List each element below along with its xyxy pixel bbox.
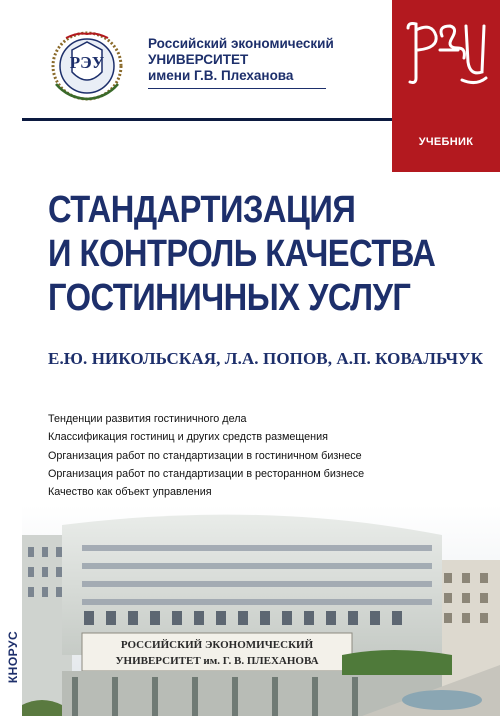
topic-item: Классификация гостиниц и других средств размещения: [48, 431, 329, 444]
publisher-name: КНОРУС: [6, 630, 20, 684]
university-line-1: Российский экономический: [148, 36, 334, 51]
textbook-badge: УЧЕБНИК: [418, 136, 474, 148]
reu-monogram-icon: [402, 18, 490, 88]
building-sign-line-2: УНИВЕРСИТЕТ им. Г. В. ПЛЕХАНОВА: [115, 655, 319, 667]
title-line-3: ГОСТИНИЧНЫХ УСЛУГ: [48, 277, 411, 319]
topic-item: Организация работ по стандартизации в гостиничном бизнесе: [48, 449, 362, 462]
topic-item: Качество как объект управления: [48, 486, 212, 499]
svg-text:РЭУ: РЭУ: [69, 53, 105, 72]
topic-item: Тенденции развития гостиничного дела: [48, 413, 247, 425]
university-emblem-icon: [48, 28, 126, 102]
university-name: [148, 36, 334, 84]
topic-item: Организация работ по стандартизации в ресторанном бизнесе: [48, 467, 365, 480]
university-line-2: УНИВЕРСИТЕТ: [148, 52, 249, 67]
book-authors: Е.Ю. НИКОЛЬСКАЯ, Л.А. ПОПОВ, А.П. КОВАЛЬЧУК: [48, 349, 484, 368]
university-underline: [148, 88, 326, 89]
title-line-2: И КОНТРОЛЬ КАЧЕСТВА: [48, 233, 436, 275]
building-sign-line-1: РОССИЙСКИЙ ЭКОНОМИЧЕСКИЙ: [120, 639, 314, 651]
university-building-photo: [22, 505, 500, 716]
publisher-corner-block: [392, 0, 500, 172]
university-line-3: имени Г.В. Плеханова: [148, 68, 294, 83]
book-title: [48, 188, 498, 320]
title-line-1: СТАНДАРТИЗАЦИЯ: [48, 189, 356, 231]
publisher-spine-label: [6, 598, 20, 716]
